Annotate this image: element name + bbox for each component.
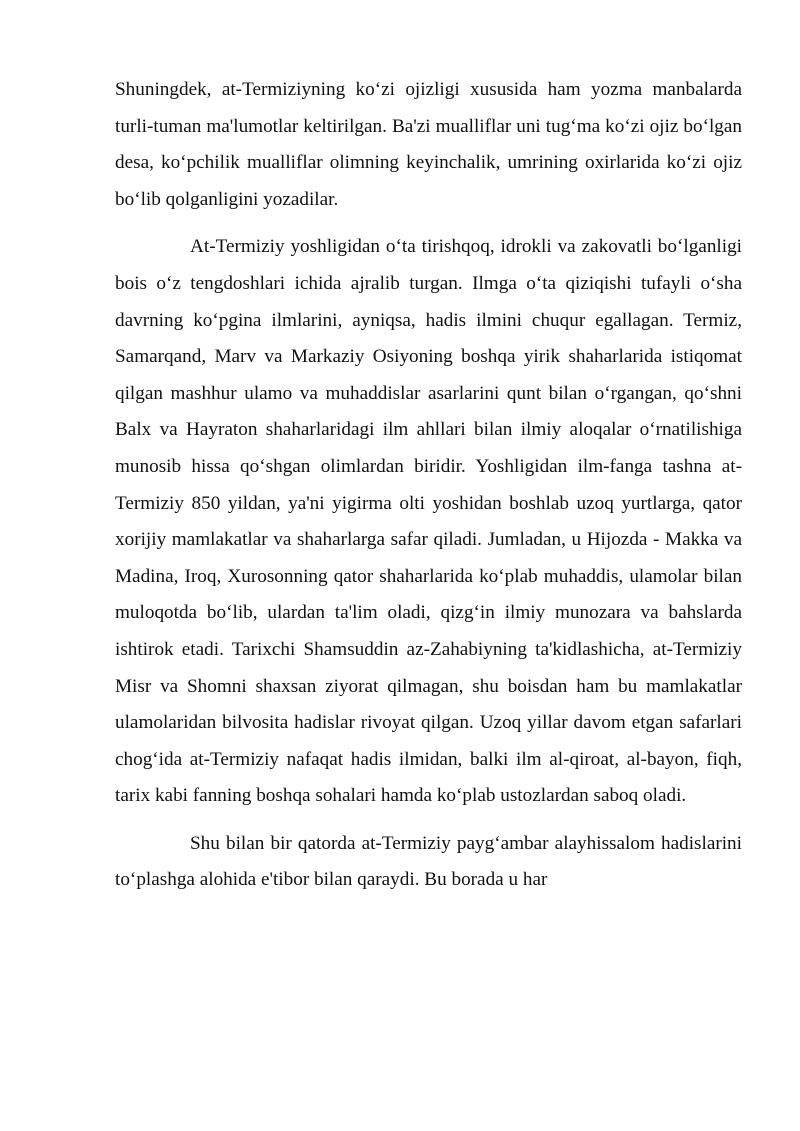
paragraph-3: Shu bilan bir qatorda at-Termiziy payg‘ambar alayhissalom hadislarini to‘plashga alohida e'tibor bilan qaraydi. Bu borada u har xyxy=(115,832,742,891)
paragraph-1: Shuningdek, at-Termiziyning ko‘zi ojizligi xususida ham yozma manbalarda turli-tuman ma'lumotlar keltirilgan. Ba'zi mualliflar uni tug‘ma ko‘zi ojiz bo‘lgan desa, ko‘pchilik mualliflar olimning keyinchalik, umrining oxirlarida ko‘zi ojiz bo‘lib qolganligini yozadilar. xyxy=(115,79,742,210)
document-body xyxy=(115,72,742,899)
paragraph-2: At-Termiziy yoshligidan o‘ta tirishqoq, idrokli va zakovatli bo‘lganligi bois o‘z tengdoshlari ichida ajralib turgan. Ilmga o‘ta qiziqishi tufayli o‘sha davrning ko‘pgina ilmlarini, ayniqsa, hadis ilmini chuqur egallagan. Termiz, Samarqand, Marv va Markaziy Osiyoning boshqa yirik shaharlarida istiqomat qilgan mashhur ulamo va muhaddislar asarlarini qunt bilan o‘rgangan, qo‘shni Balx va Hayraton shaharlaridagi ilm ahllari bilan ilmiy aloqalar o‘rnatilishiga munosib hissa qo‘shgan olimlardan biridir. Yoshligidan ilm-fanga tashna at-Termiziy 850 yildan, ya'ni yigirma olti yoshidan boshlab uzoq yurtlarga, qator xorijiy mamlakatlar va shaharlarga safar qiladi. Jumladan, u Hijozda - Makka va Madina, Iroq, Xurosonning qator shaharlarida ko‘plab muhaddis, ulamolar bilan muloqotda bo‘lib, ulardan ta'lim oladi, qizg‘in ilmiy munozara va bahslarda ishtirok etadi. Tarixchi Shamsuddin az-Zahabiyning ta'kidlashicha, at-Termiziy Misr va Shomni shaxsan ziyorat qilmagan, shu boisdan ham bu mamlakatlar ulamolaridan bilvosita hadislar rivoyat qilgan. Uzoq yillar davom etgan safarlari chog‘ida at-Termiziy nafaqat hadis ilmidan, balki ilm al-qiroat, al-bayon, fiqh, tarix kabi fanning boshqa sohalari hamda ko‘plab ustozlardan saboq oladi. xyxy=(115,236,742,807)
